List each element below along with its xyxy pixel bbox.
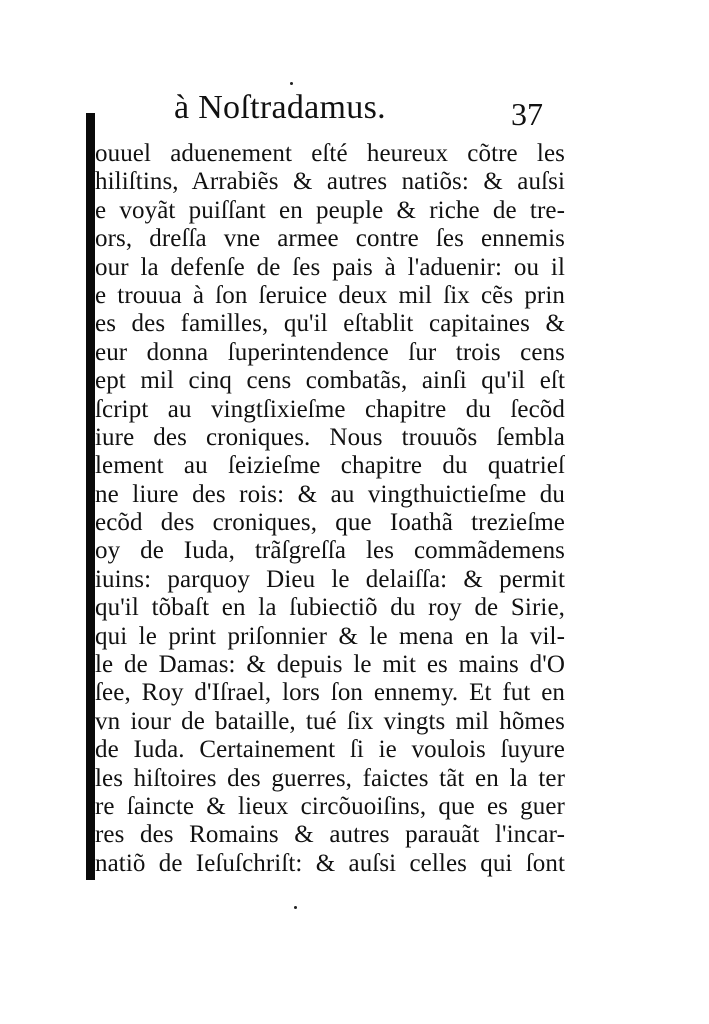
text-line: ſcript au vingtſixieſme chapitre du ſecõd	[95, 395, 565, 423]
text-line: qui le print priſonnier & le mena en la vil-	[95, 622, 565, 650]
text-line: les hiſtoires des guerres, faictes tãt en la ter	[95, 764, 565, 792]
text-line: ouuel aduenement eſté heureux cõtre les	[95, 140, 565, 167]
text-line: ſee, Roy d'Iſrael, lors ſon ennemy. Et fut en	[95, 679, 565, 707]
body-text	[95, 140, 565, 878]
ink-speck	[294, 906, 297, 909]
text-line: ecõd des croniques, que Ioathã trezieſme	[95, 509, 565, 537]
text-line: ors, dreſſa vne armee contre ſes ennemis	[95, 225, 565, 253]
text-line: oy de Iuda, trãſgreſſa les commãdemens	[95, 537, 565, 565]
text-line: qu'il tõbaſt en la ſubiectiõ du roy de Sirie,	[95, 594, 565, 622]
text-line: e voyãt puiſſant en peuple & riche de tre-	[95, 196, 565, 224]
text-line: our la defenſe de ſes pais à l'aduenir: ou il	[95, 253, 565, 281]
text-line: e trouua à ſon ſeruice deux mil ſix cẽs prin	[95, 281, 565, 309]
text-line: ept mil cinq cens combatãs, ainſi qu'il eſt	[95, 367, 565, 395]
running-head: à Noſtradamus.	[174, 89, 386, 126]
text-line: iure des croniques. Nous trouuõs ſembla	[95, 423, 565, 451]
text-line: vn iour de bataille, tué ſix vingts mil hõmes	[95, 707, 565, 735]
text-line: le de Damas: & depuis le mit es mains d'O	[95, 651, 565, 679]
text-line: de Iuda. Certainement ſi ie voulois ſuyure	[95, 736, 565, 764]
text-line: re ſaincte & lieux circõuoiſins, que es guer	[95, 792, 565, 820]
ink-speck	[290, 82, 293, 85]
text-line: hiliſtins, Arrabiẽs & autres natiõs: & auſsi	[95, 168, 565, 196]
text-line: res des Romains & autres parauãt l'incar-	[95, 821, 565, 849]
text-line: iuins: parquoy Dieu le delaiſſa: & permit	[95, 565, 565, 593]
text-line: eur donna ſuperintendence ſur trois cens	[95, 338, 565, 366]
text-line: es des familles, qu'il eſtablit capitaines &	[95, 310, 565, 338]
page-number: 37	[511, 96, 543, 132]
text-line: natiõ de Ieſuſchriſt: & auſsi celles qui ſont	[95, 849, 565, 877]
gutter-shadow	[86, 113, 95, 880]
text-line: ne liure des rois: & au vingthuictieſme du	[95, 480, 565, 508]
text-line: lement au ſeizieſme chapitre du quatrieſ	[95, 452, 565, 480]
